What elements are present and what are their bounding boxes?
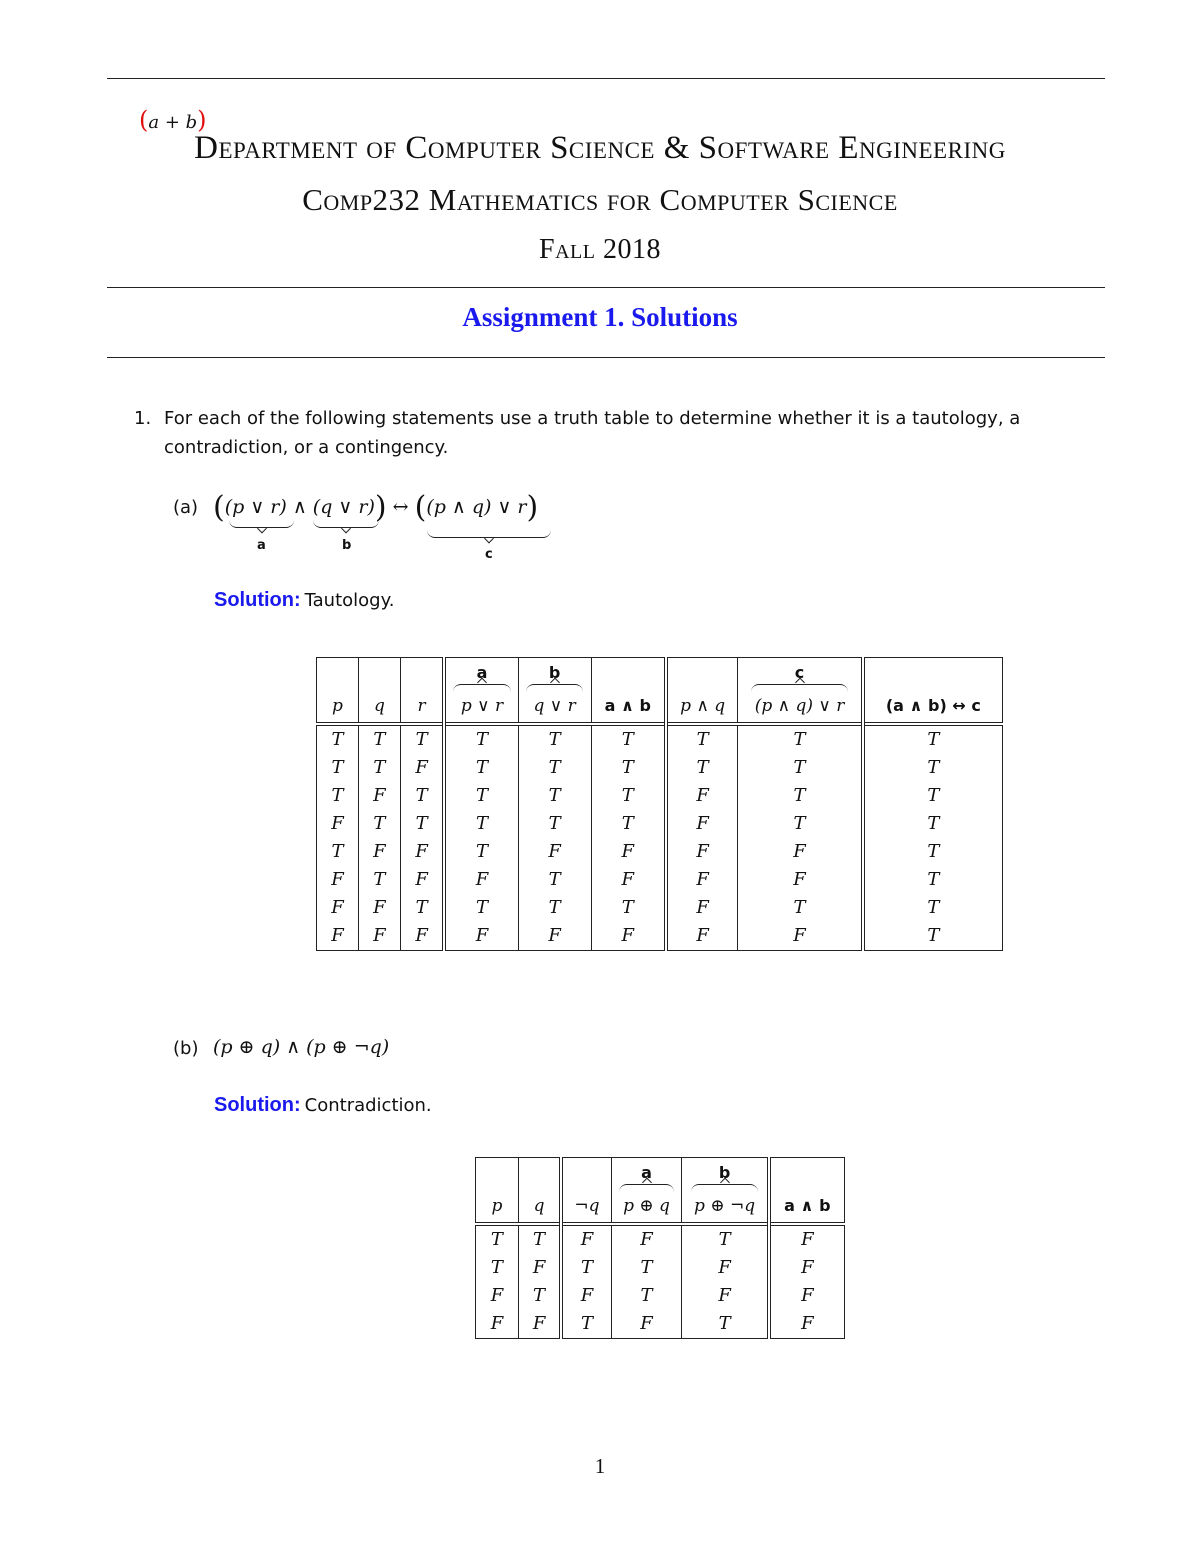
table-a-header-brace-label: a — [476, 663, 488, 682]
underbrace-a — [229, 519, 294, 528]
table-a-cell: F — [317, 894, 359, 922]
table-a-cell: T — [863, 810, 1003, 838]
table-a-cell: F — [518, 922, 591, 951]
table-b-header-expr: ¬q — [574, 1196, 600, 1216]
table-a-cell: F — [518, 838, 591, 866]
table-a-cell: T — [400, 894, 444, 922]
table-a-cell: T — [738, 894, 863, 922]
table-a-cell: F — [444, 866, 518, 894]
table-a-header-3 — [444, 658, 518, 725]
table-a-header-expr: p ∨ r — [460, 696, 504, 716]
table-b-header-expr: p ⊕ ¬q — [694, 1196, 756, 1216]
table-a-header-0 — [317, 658, 359, 725]
question-text: For each of the following statements use a truth table to determine whether it is a tautology, a contradiction, or a contingency. — [164, 408, 1021, 458]
table-a-cell: T — [666, 724, 738, 754]
table-a-cell: T — [358, 810, 400, 838]
table-a-cell: F — [400, 754, 444, 782]
table-a-cell: F — [400, 922, 444, 951]
table-a-cell: F — [358, 838, 400, 866]
table-a-cell: F — [666, 782, 738, 810]
table-a-cell: T — [400, 782, 444, 810]
logo-text: a + b — [148, 112, 198, 133]
table-b-header-brace-label: a — [641, 1163, 652, 1182]
table-a-cell: T — [444, 838, 518, 866]
table-a-cell: T — [863, 838, 1003, 866]
table-a-cell: T — [591, 782, 666, 810]
department-title: Department of Computer Science & Software Engineering — [194, 130, 1006, 166]
table-a-row — [317, 894, 1003, 922]
table-a-cell: F — [317, 866, 359, 894]
title-rule — [107, 357, 1105, 358]
table-b-header-4 — [682, 1158, 769, 1225]
table-b-cell: F — [518, 1254, 561, 1282]
table-b-cell: F — [561, 1282, 611, 1310]
table-b-header-0 — [476, 1158, 519, 1225]
table-a-cell: F — [591, 866, 666, 894]
table-a-cell: T — [738, 754, 863, 782]
question-number: 1. — [134, 408, 152, 429]
top-rule — [107, 78, 1105, 79]
table-a-cell: T — [358, 724, 400, 754]
table-a-cell: T — [518, 866, 591, 894]
table-b-cell: F — [769, 1254, 845, 1282]
table-a-cell: T — [518, 724, 591, 754]
table-a-cell: T — [591, 894, 666, 922]
table-a-cell: T — [444, 810, 518, 838]
table-b-cell: T — [611, 1282, 682, 1310]
table-a-cell: T — [518, 810, 591, 838]
table-a-header-expr: r — [417, 696, 426, 716]
table-a-header-expr: q — [373, 696, 385, 716]
table-a-cell: F — [400, 838, 444, 866]
table-b-header-expr: q — [533, 1196, 545, 1216]
table-a-cell: F — [317, 810, 359, 838]
table-a-cell: T — [317, 724, 359, 754]
table-a-cell: T — [400, 810, 444, 838]
table-a-row — [317, 724, 1003, 754]
page-number: 1 — [594, 1454, 606, 1478]
table-b-cell: F — [769, 1224, 845, 1254]
table-a-cell: F — [358, 894, 400, 922]
table-a-cell: T — [591, 810, 666, 838]
table-a-cell: T — [317, 754, 359, 782]
table-b-cell: T — [518, 1224, 561, 1254]
table-a-cell: F — [666, 866, 738, 894]
table-a-header-expr: a ∧ b — [604, 696, 651, 715]
table-b-cell: F — [518, 1310, 561, 1339]
brace-label-b: b — [342, 538, 352, 553]
table-b-header-brace-label: b — [718, 1163, 731, 1182]
table-a-cell: T — [738, 724, 863, 754]
table-a-header-4 — [518, 658, 591, 725]
table-a-cell: T — [863, 866, 1003, 894]
table-a-header-expr: (a ∧ b) ↔ c — [885, 696, 981, 715]
table-a-cell: F — [666, 894, 738, 922]
table-b-cell: F — [476, 1310, 519, 1339]
table-b-header-2 — [561, 1158, 611, 1225]
table-a-header-expr: p — [332, 696, 343, 716]
table-a-cell: T — [444, 894, 518, 922]
table-b-row — [476, 1224, 845, 1254]
brace-label-a: a — [257, 538, 266, 553]
table-a-header-expr: q ∨ r — [533, 696, 576, 716]
table-b-cell: F — [561, 1224, 611, 1254]
table-b-cell: T — [476, 1224, 519, 1254]
formula-c: (p ∧ q) ∨ r — [426, 496, 527, 518]
table-b-header-3 — [611, 1158, 682, 1225]
truth-table-a — [316, 657, 1003, 951]
table-a-cell: T — [444, 724, 518, 754]
solution-a: Solution: Tautology. — [214, 589, 395, 611]
table-a-cell: T — [863, 894, 1003, 922]
table-a-cell: T — [358, 754, 400, 782]
table-b-cell: F — [682, 1282, 769, 1310]
table-a-header-6 — [666, 658, 738, 725]
table-a-header-7 — [738, 658, 863, 725]
table-a-cell: T — [666, 754, 738, 782]
table-b-cell: F — [769, 1310, 845, 1339]
table-b-header-1 — [518, 1158, 561, 1225]
table-a-row — [317, 782, 1003, 810]
table-a-cell: T — [518, 894, 591, 922]
table-a-row — [317, 922, 1003, 951]
table-b-cell: T — [682, 1310, 769, 1339]
truth-table-b — [475, 1157, 845, 1339]
table-b-header-expr: p — [491, 1196, 503, 1216]
solution-b: Solution: Contradiction. — [214, 1094, 432, 1116]
table-b-cell: T — [682, 1224, 769, 1254]
table-b-row — [476, 1282, 845, 1310]
table-b-cell: F — [682, 1254, 769, 1282]
table-a-header-brace-label: b — [548, 663, 561, 682]
table-b-cell: T — [476, 1254, 519, 1282]
underbrace-c — [427, 529, 551, 538]
table-b-cell: F — [611, 1310, 682, 1339]
table-a-cell: T — [400, 724, 444, 754]
table-a-cell: T — [863, 922, 1003, 951]
table-a-cell: F — [358, 782, 400, 810]
table-b-header-overbrace — [619, 1184, 675, 1194]
table-b-cell: F — [769, 1282, 845, 1310]
table-a-header-expr: (p ∧ q) ∨ r — [754, 696, 845, 716]
table-a-header-overbrace — [751, 684, 849, 694]
header-rule — [107, 287, 1105, 288]
table-a-cell: F — [591, 922, 666, 951]
table-a-row — [317, 838, 1003, 866]
part-b-formula: (p ⊕ q) ∧ (p ⊕ ¬q) — [213, 1036, 390, 1058]
table-a-header-brace-label: c — [794, 663, 805, 682]
table-a-cell: T — [591, 754, 666, 782]
table-a-row — [317, 754, 1003, 782]
table-a-cell: F — [666, 810, 738, 838]
table-a-header-2 — [400, 658, 444, 725]
table-b-cell: T — [611, 1254, 682, 1282]
table-a-cell: F — [738, 922, 863, 951]
table-a-cell: T — [317, 782, 359, 810]
table-a-cell: F — [444, 922, 518, 951]
formula-b: (q ∨ r) — [312, 496, 375, 518]
table-a-cell: T — [518, 782, 591, 810]
table-a-cell: T — [444, 782, 518, 810]
table-a-cell: T — [863, 782, 1003, 810]
logo: (a + b) — [139, 106, 207, 134]
solution-b-value: Contradiction. — [304, 1095, 432, 1116]
table-b-row — [476, 1254, 845, 1282]
table-a-cell: F — [400, 866, 444, 894]
table-b-header-expr: p ⊕ q — [623, 1196, 670, 1216]
table-a-cell: T — [863, 754, 1003, 782]
table-a-row — [317, 866, 1003, 894]
table-a-header-8 — [863, 658, 1003, 725]
table-a-cell: T — [738, 782, 863, 810]
table-b-cell: T — [561, 1254, 611, 1282]
term-title: Fall 2018 — [539, 234, 661, 265]
table-a-cell: F — [666, 922, 738, 951]
table-b-row — [476, 1310, 845, 1339]
assignment-title: Assignment 1. Solutions — [462, 302, 738, 332]
table-b-header-overbrace — [691, 1184, 758, 1194]
solution-a-value: Tautology. — [304, 590, 395, 611]
table-a-cell: T — [317, 838, 359, 866]
table-a-cell: T — [444, 754, 518, 782]
part-a-label: (a) — [173, 497, 199, 518]
table-b-cell: T — [518, 1282, 561, 1310]
part-b-label: (b) — [173, 1038, 199, 1059]
table-a-cell: F — [738, 838, 863, 866]
table-a-cell: T — [863, 724, 1003, 754]
table-a-cell: F — [317, 922, 359, 951]
table-a-cell: T — [518, 754, 591, 782]
table-a-header-overbrace — [526, 684, 584, 694]
table-a-header-1 — [358, 658, 400, 725]
table-b-cell: F — [611, 1224, 682, 1254]
table-b-header-5 — [769, 1158, 845, 1225]
formula-a: (p ∨ r) — [224, 496, 287, 518]
table-a-row — [317, 810, 1003, 838]
table-a-cell: T — [738, 810, 863, 838]
underbrace-b — [313, 519, 379, 528]
table-a-header-overbrace — [453, 684, 510, 694]
table-a-cell: F — [666, 838, 738, 866]
table-a-cell: F — [738, 866, 863, 894]
table-a-cell: F — [358, 922, 400, 951]
table-b-cell: T — [561, 1310, 611, 1339]
table-a-cell: T — [358, 866, 400, 894]
table-b-cell: F — [476, 1282, 519, 1310]
table-a-header-expr: p ∧ q — [680, 696, 726, 716]
part-a-formula: ((p ∨ r) ∧ (q ∨ r)) ↔ ((p ∧ q) ∨ r) — [213, 490, 539, 525]
table-a-cell: T — [591, 724, 666, 754]
course-title: Comp232 Mathematics for Computer Science — [302, 182, 898, 217]
brace-label-c: c — [485, 547, 493, 562]
table-b-header-expr: a ∧ b — [784, 1196, 831, 1215]
table-a-header-5 — [591, 658, 666, 725]
table-a-cell: F — [591, 838, 666, 866]
